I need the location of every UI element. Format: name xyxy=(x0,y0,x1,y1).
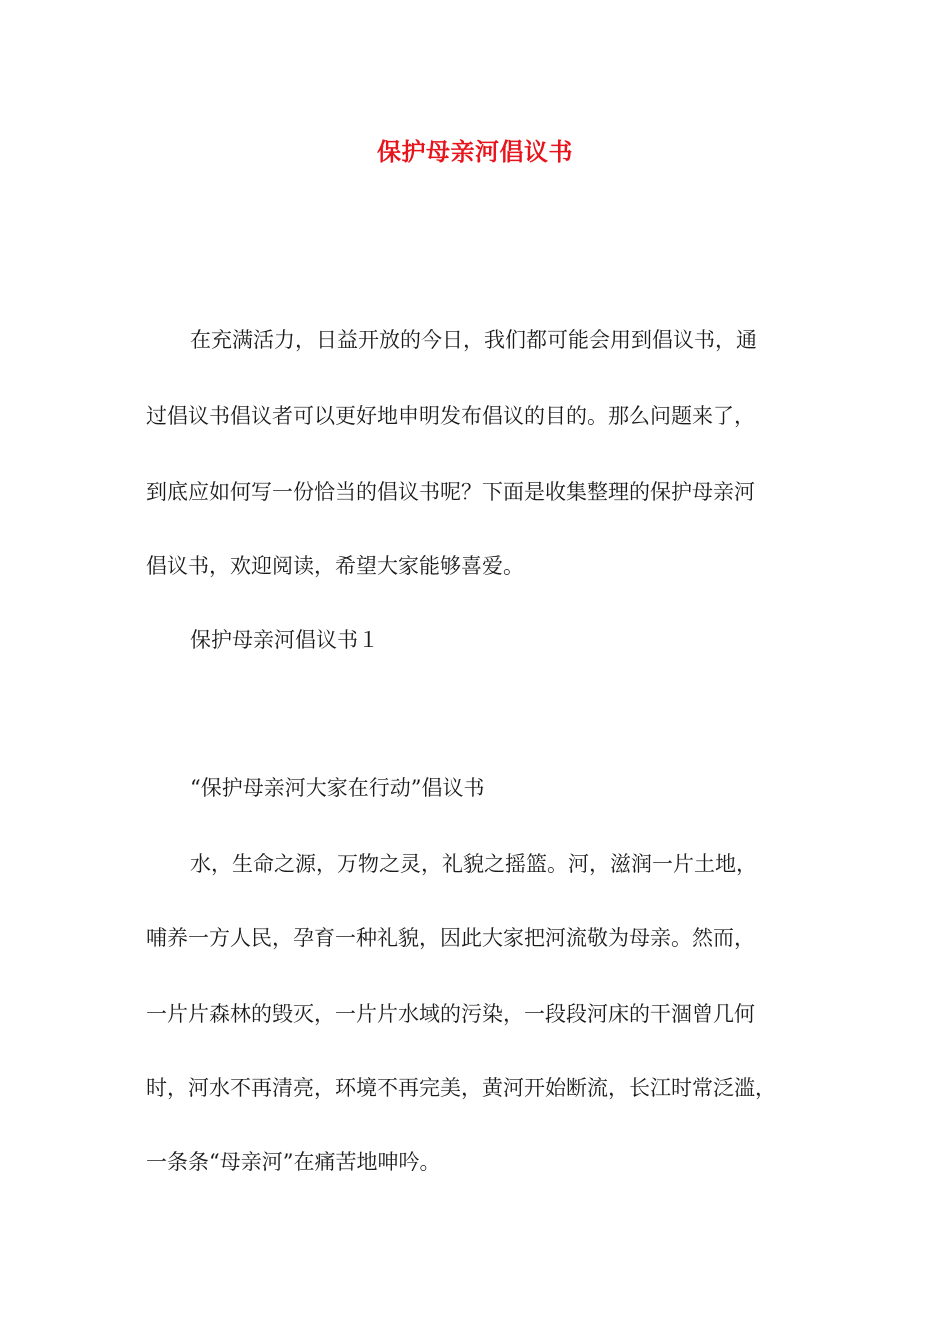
body-line-5: 一条条“母亲河”在痛苦地呻吟。 xyxy=(146,1150,441,1174)
proposal-heading: “保护母亲河大家在行动”倡议书 xyxy=(190,776,485,800)
body-line-1: 水，生命之源，万物之灵，礼貌之摇篮。河，滋润一片土地， xyxy=(190,852,757,876)
intro-line-2: 过倡议书倡议者可以更好地申明发布倡议的目的。那么问题来了， xyxy=(146,404,755,428)
intro-line-3: 到底应如何写一份恰当的倡议书呢？下面是收集整理的保护母亲河 xyxy=(146,480,755,504)
intro-line-4: 倡议书，欢迎阅读，希望大家能够喜爱。 xyxy=(146,554,524,578)
body-line-2: 哺养一方人民，孕育一种礼貌，因此大家把河流敬为母亲。然而， xyxy=(146,926,755,950)
intro-line-1: 在充满活力，日益开放的今日，我们都可能会用到倡议书，通 xyxy=(190,328,757,352)
body-line-4: 时，河水不再清亮，环境不再完美，黄河开始断流，长江时常泛滥， xyxy=(146,1076,776,1100)
body-line-3: 一片片森林的毁灭，一片片水域的污染，一段段河床的干涸曾几何 xyxy=(146,1002,755,1026)
document-title: 保护母亲河倡议书 xyxy=(377,137,573,166)
section-heading-1: 保护母亲河倡议书１ xyxy=(190,628,379,652)
